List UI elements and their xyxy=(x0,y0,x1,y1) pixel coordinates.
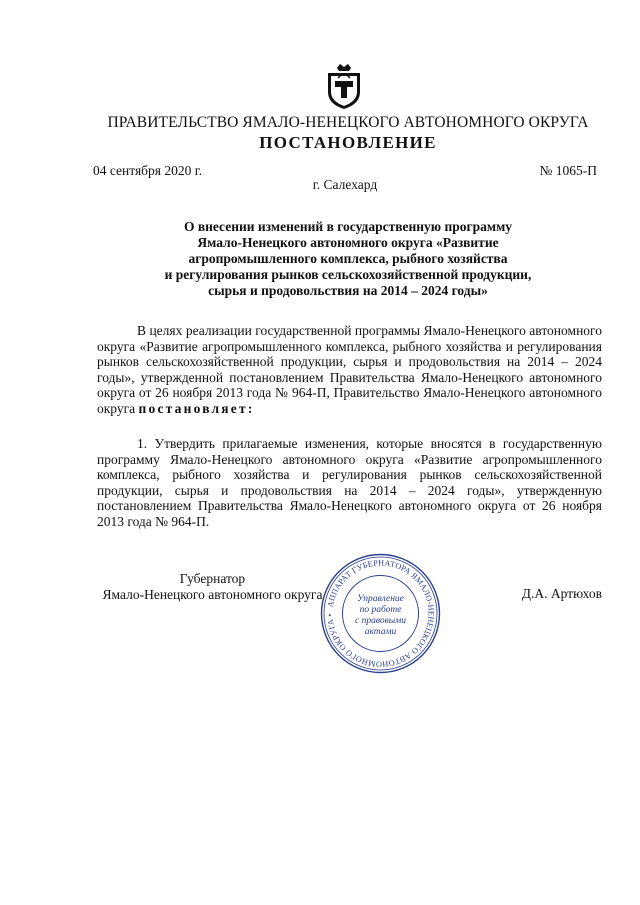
government-name: ПРАВИТЕЛЬСТВО ЯМАЛО-НЕНЕЦКОГО АВТОНОМНОГО ОКРУГА xyxy=(107,114,589,131)
stamp-ring-text: АППАРАТ ГУБЕРНАТОРА ЯМАЛО-НЕНЕЦКОГО АВТОНОМНОГО ОКРУГА • xyxy=(325,558,436,669)
stamp-text-line: с правовыми xyxy=(355,616,406,626)
signatory-name: Д.А. Артюхов xyxy=(521,586,602,601)
clause-1-paragraph: 1. Утвердить прилагаемые изменения, которые вносятся в государственную программу Ямало-Ненецкого автономного округа «Развитие агропромышленного комплекса, рыбного хозяйства и регулирования рынков сельскохозяйственной продукции, сырья и продовольствия на 2014 – 2024 годы», утвержденную постановлением Правительства Ямало-Ненецкого автономного округа от 26 ноября 2013 года № 964-П. xyxy=(97,436,602,529)
document-title xyxy=(140,219,556,299)
preamble-text: В целях реализации государственной программы Ямало-Ненецкого автономного округа «Развитие агропромышленного комплекса, рыбного хозяйства и регулирования рынков сельскохозяйственной продукции, сырья и продовольствия на 2014 – 2024 годы», утвержденной постановлением Правительства Ямало-Ненецкого автономного округа от 26 ноября 2013 года № 964-П, Правительство Ямало-Ненецкого автономного округа xyxy=(97,323,602,416)
coat-of-arms-icon xyxy=(325,62,363,110)
stamp-text-line: Управление xyxy=(357,594,404,604)
signatory-title-line: Губернатор xyxy=(179,571,246,586)
title-line: и регулирования рынков сельскохозяйственной продукции, xyxy=(164,267,532,283)
title-line: сырья и продовольствия на 2014 – 2024 годы» xyxy=(208,283,488,299)
document-type: ПОСТАНОВЛЕНИЕ xyxy=(259,133,437,152)
preamble-paragraph xyxy=(97,323,602,416)
document-city: г. Салехард xyxy=(312,177,378,192)
title-line: агропромышленного комплекса, рыбного хозяйства xyxy=(188,251,508,267)
title-line: Ямало-Ненецкого автономного округа «Развитие xyxy=(197,235,499,251)
title-line: О внесении изменений в государственную программу xyxy=(183,219,513,234)
document-date: 04 сентября 2020 г. xyxy=(93,163,203,178)
stamp-text-line: актами xyxy=(364,627,397,637)
official-stamp xyxy=(319,552,442,675)
stamp-text-line: по работе xyxy=(359,605,402,615)
document-number: № 1065-П xyxy=(539,163,597,178)
signatory-title xyxy=(95,571,330,602)
signatory-title-line: Ямало-Ненецкого автономного округа xyxy=(102,586,323,602)
resolve-word: постановляет: xyxy=(138,400,255,416)
